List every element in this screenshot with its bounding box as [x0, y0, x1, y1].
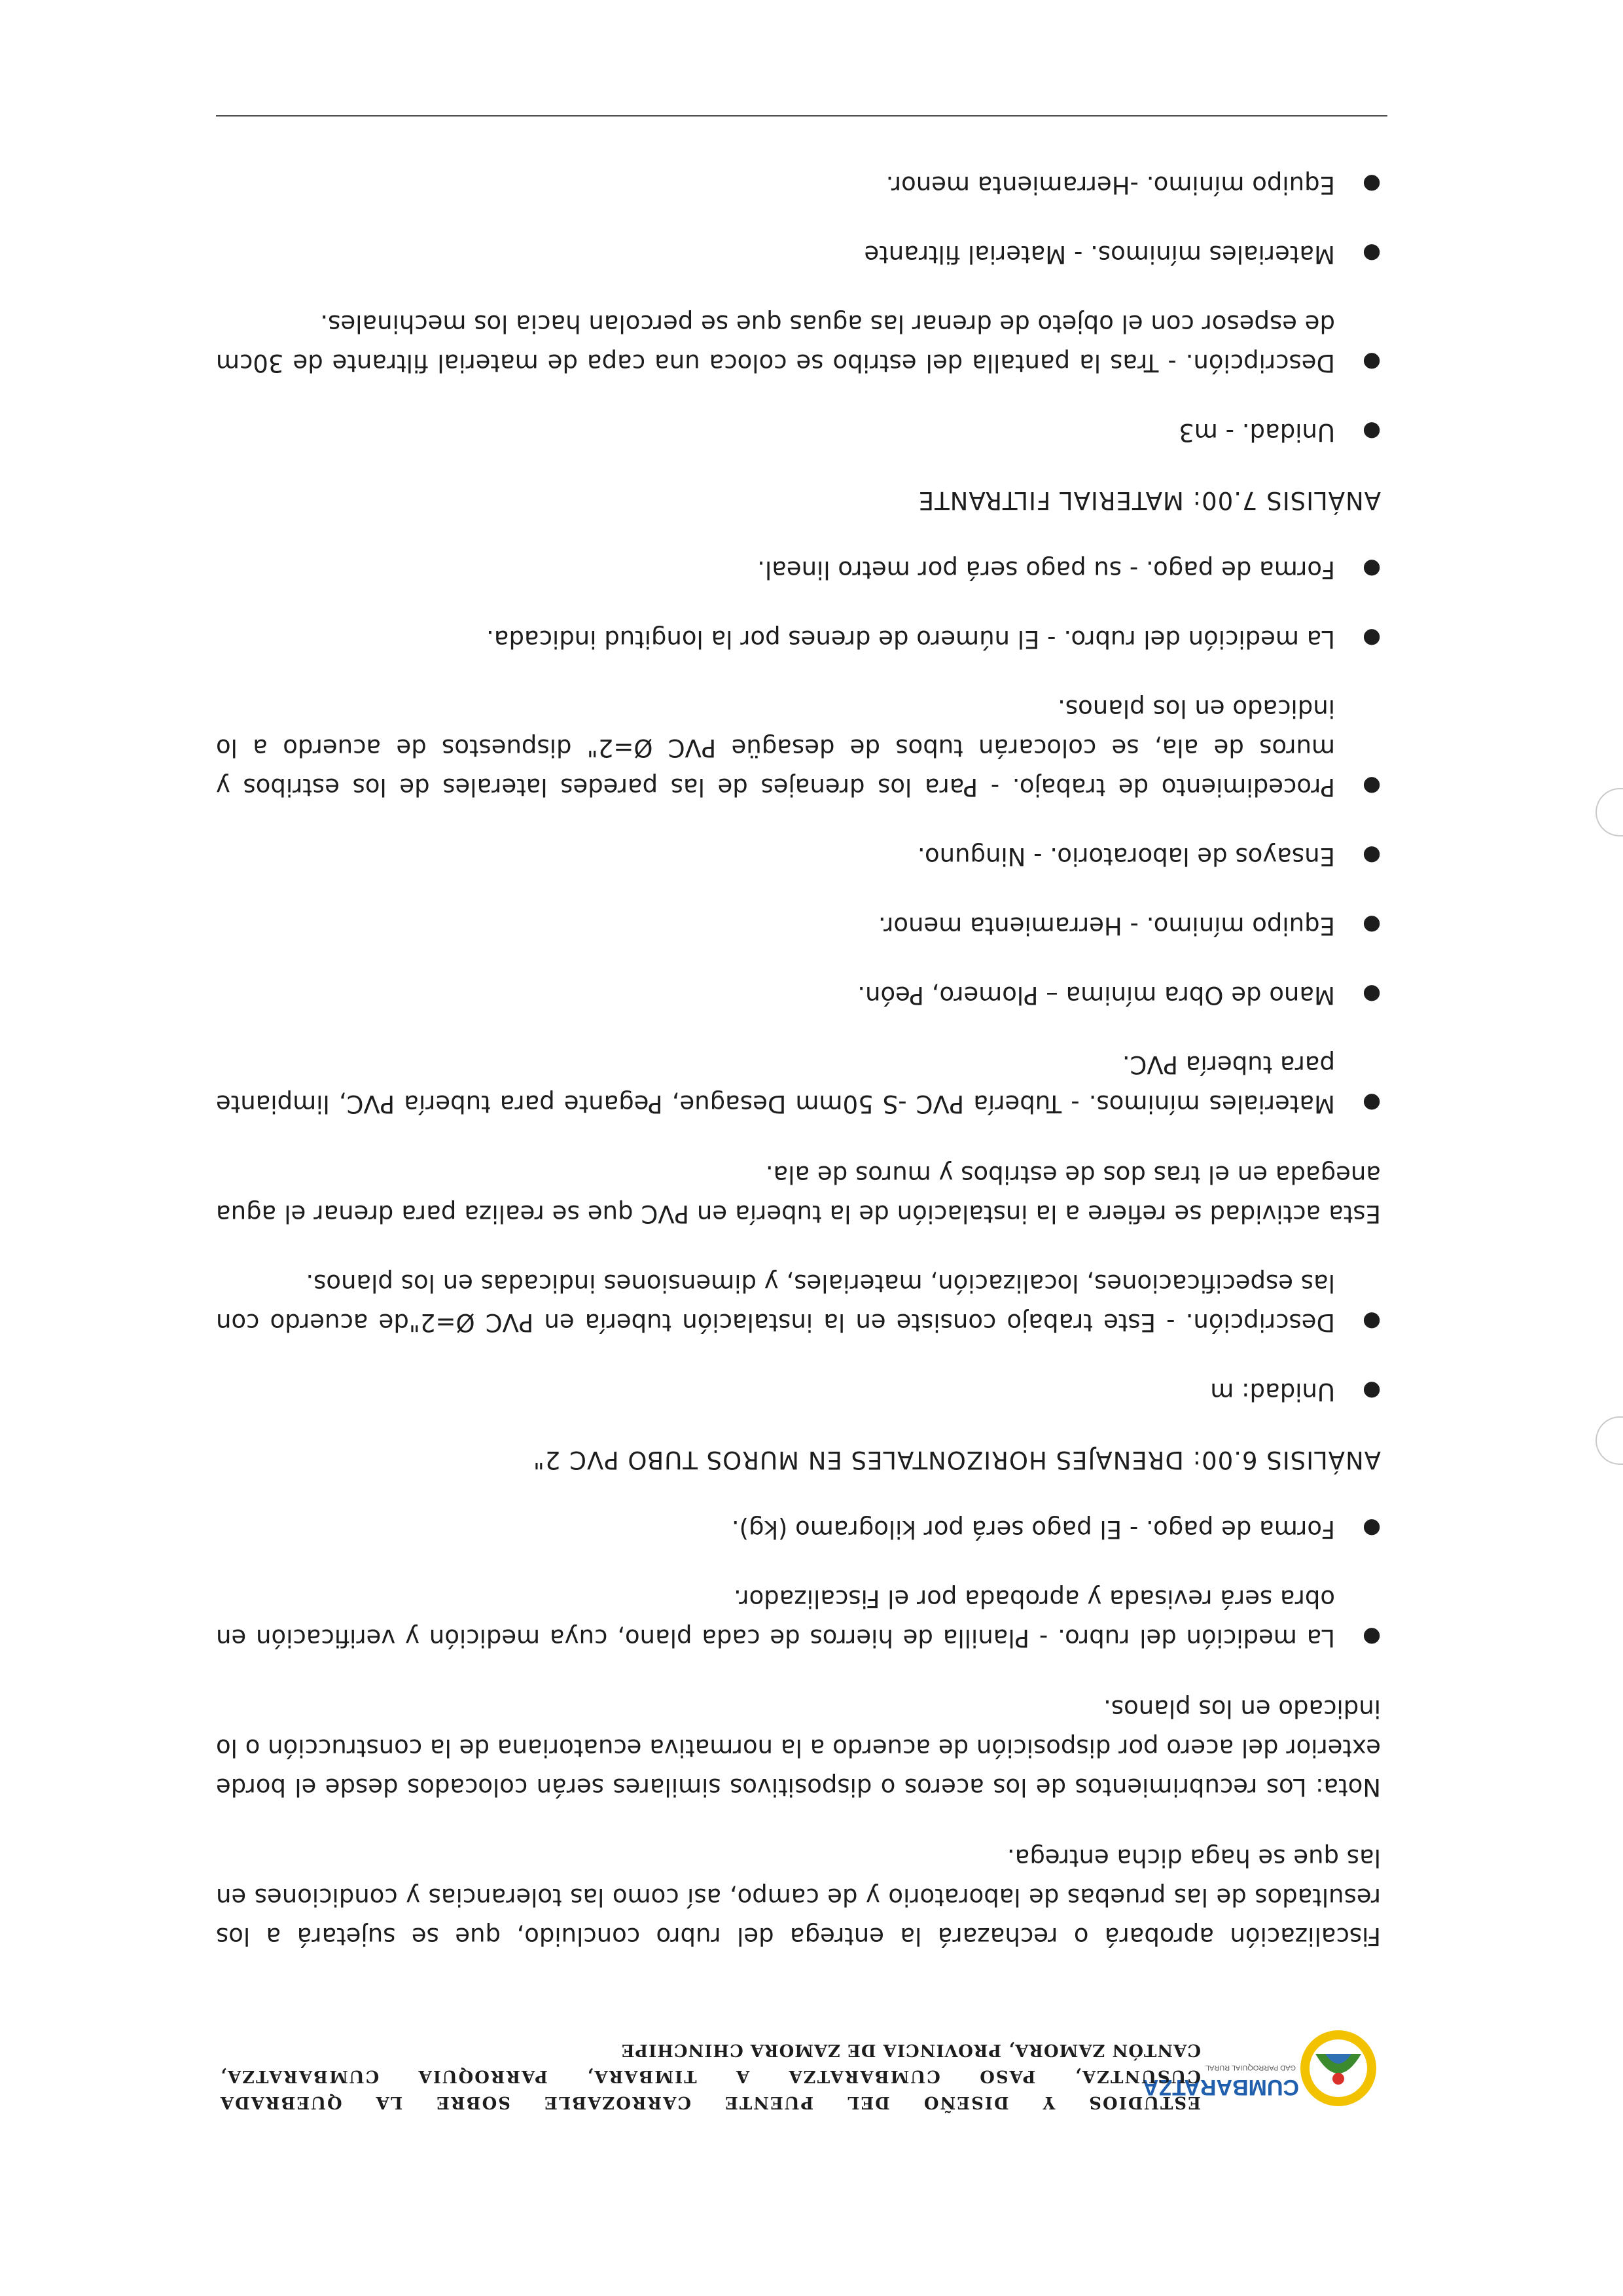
bullet-icon: ●	[1363, 913, 1381, 938]
bullet-icon: ●	[1363, 1625, 1381, 1650]
list-item: ● Ensayos de laboratorio. - Ninguno.	[216, 836, 1381, 876]
bullet-icon: ●	[1363, 774, 1381, 799]
list-item: ● La medición del rubro. - Planilla de hierros de cada plano, cuya medición y verificación en obra será revisada y aprobada por el Fiscalizador.	[216, 1579, 1381, 1657]
list-item: ● Materiales mínimos. - Material filtrante	[216, 234, 1381, 274]
bullet-icon: ●	[1363, 1379, 1381, 1404]
bullet-icon: ●	[1363, 1516, 1381, 1541]
project-title	[219, 2037, 1201, 2115]
list-item: ● Descripción. - Tras la pantalla del estribo se coloca una capa de material filtrante de 30cm de espesor con el objeto de drenar las aguas que se percolan hacia los mechinales.	[216, 304, 1381, 382]
cumbaratza-logo	[1142, 2001, 1387, 2119]
bullet-icon: ●	[1363, 172, 1381, 197]
bullet-icon: ●	[1363, 350, 1381, 375]
list-item: ● La medición del rubro. - El número de drenes por la longitud indicada.	[216, 619, 1381, 658]
bullet-icon: ●	[1363, 844, 1381, 869]
section-heading: ANÁLISIS 7.00: MATERIAL FILTRANTE	[918, 486, 1381, 514]
list-item: ● Materiales mínimos. - Tubería PVC -S 50mm Desague, Pegante para tubería PVC, limpiante para tubería PVC.	[216, 1045, 1381, 1123]
bullet-icon: ●	[1363, 242, 1381, 266]
bullet-icon: ●	[1363, 1091, 1381, 1116]
list-item: ● Equipo mínimo. -Herramienta menor.	[216, 165, 1381, 204]
punch-hole-mark	[1596, 1416, 1623, 1465]
project-title-line: ESTUDIOS Y DISEÑO DEL PUENTE CARROZABLE SOBRE LA QUEBRADA	[219, 2092, 1201, 2112]
list-item: ● Forma de pago. - El pago será por kilogramo (kg).	[216, 1509, 1381, 1549]
body-paragraph: Fiscalización aprobará o rechazará la entrega del rubro concluido, que se sujetará a los resultados de las pruebas de laboratorio y de campo, así como las tolerancias y condiciones en las que se haga dicha entrega.	[216, 1844, 1381, 1950]
project-title-line: CUSUNTZA, PASO CUMBARATZA A TIMBARA, PARROQUIA CUMBARATZA,	[219, 2066, 1201, 2086]
bullet-icon: ●	[1363, 420, 1381, 444]
sun-icon	[1300, 2030, 1376, 2106]
document-header	[216, 1995, 1387, 2119]
body-paragraph: Esta actividad se refiere a la instalación de la tubería en PVC que se realiza para drenar el agua anegada en el tras dos de estribos y muros de ala.	[216, 1160, 1381, 1228]
list-item: ● Mano de Obra mínima – Plomero, Peón.	[216, 975, 1381, 1014]
list-item: ● Descripción. - Este trabajo consiste en la instalación tubería en PVC Ø=2"de acuerdo con las especificaciones, localización, materiales, y dimensiones indicadas en los planos.	[216, 1263, 1381, 1342]
bullet-icon: ●	[1363, 557, 1381, 582]
project-title-line: CANTÓN ZAMORA, PROVINCIA DE ZAMORA CHINCHIPE	[620, 2040, 1201, 2060]
bullet-icon: ●	[1363, 626, 1381, 651]
bullet-icon: ●	[1363, 982, 1381, 1007]
list-item: ● Unidad. - m3	[216, 412, 1381, 452]
logo-wordmark: CUMBARATZA	[1142, 2075, 1299, 2100]
list-item: ● Equipo mínimo. - Herramienta menor.	[216, 906, 1381, 945]
list-item: ● Forma de pago. - su pago será por metro lineal.	[216, 550, 1381, 589]
logo-subtext: GAD PARROQUIAL RURAL	[1205, 2064, 1296, 2072]
list-item: ● Unidad: m	[216, 1372, 1381, 1411]
bullet-icon: ●	[1363, 1310, 1381, 1335]
list-item: ● Procedimiento de trabajo. - Para los drenajes de las paredes laterales de los estribos y muros de ala, se colocarán tubos de desagüe PVC Ø=2" dispuestos de acuerdo a lo indicado en los planos.	[216, 689, 1381, 806]
note-paragraph: Nota: Los recubrimientos de los aceros o dispositivos similares serán colocados desde el borde exterior del acero por disposición de acuerdo a la normativa ecuatoriana de la construcción o lo indicado en los planos.	[216, 1695, 1381, 1801]
section-heading: ANÁLISIS 6.00: DRENAJES HORIZONTALES EN MUROS TUBO PVC 2"	[532, 1446, 1381, 1474]
document-body	[216, 135, 1381, 1956]
punch-hole-mark	[1596, 788, 1623, 836]
footer-rule	[216, 115, 1387, 117]
